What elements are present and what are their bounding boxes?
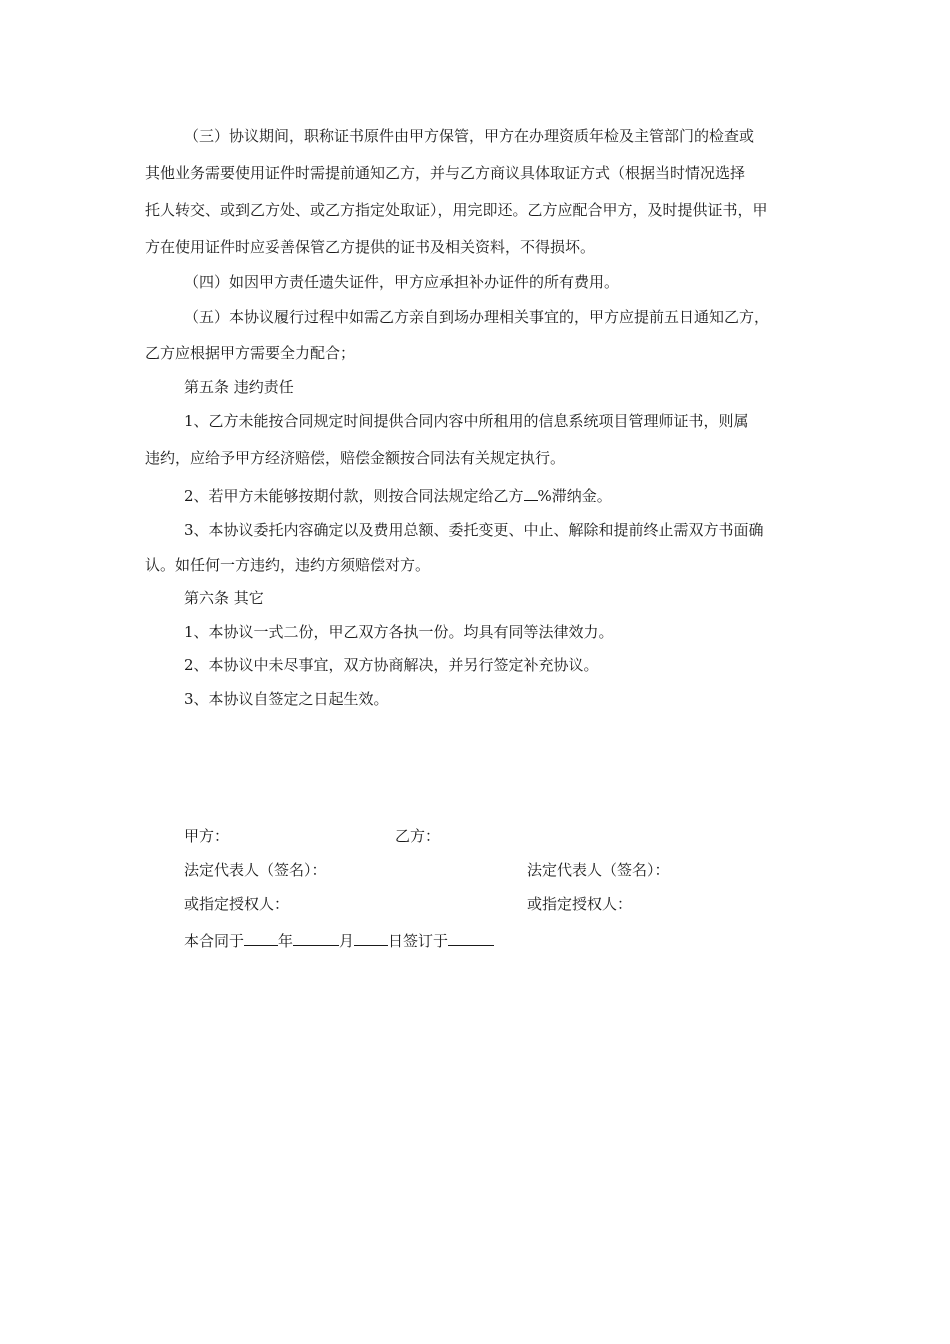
article-5-item-3-line-2: 认。如任何一方违约，违约方须赔偿对方。 (145, 556, 431, 574)
article-6-item-1: 1、本协议一式二份，甲乙双方各执一份。均具有同等法律效力。 (184, 623, 614, 641)
authorized-a-label: 或指定授权人： (184, 895, 290, 913)
year-label: 年 (278, 932, 294, 950)
day-blank (354, 929, 388, 946)
article-5-item-2-text: 2、若甲方未能够按期付款，则按合同法规定给乙方 (184, 487, 524, 505)
signing-date-line (184, 929, 494, 951)
month-blank (293, 929, 339, 946)
article-5-item-2 (184, 484, 612, 506)
clause-4-5-line-2: 乙方应根据甲方需要全力配合； (145, 344, 356, 362)
day-signed-label: 日签订于 (388, 932, 449, 950)
clause-4-5-line-1: （五）本协议履行过程中如需乙方亲自到场办理相关事宜的，甲方应提前五日通知乙方， (184, 308, 770, 326)
legal-rep-b-label: 法定代表人（签名）： (527, 861, 670, 879)
article-6-item-3: 3、本协议自签定之日起生效。 (184, 690, 389, 708)
party-b-label: 乙方： (395, 827, 441, 845)
date-prefix: 本合同于 (184, 932, 245, 950)
article-5-item-2-suffix: %滞纳金。 (537, 487, 612, 505)
clause-4-3-line-1: （三）协议期间，职称证书原件由甲方保管，甲方在办理资质年检及主管部门的检查或 (184, 127, 755, 145)
clause-4-3-line-4: 方在使用证件时应妥善保管乙方提供的证书及相关资料，不得损坏。 (145, 238, 596, 256)
clause-4-3-line-3: 托人转交、或到乙方处、或乙方指定处取证），用完即还。乙方应配合甲方，及时提供证书，甲 (145, 201, 768, 219)
authorized-b-label: 或指定授权人： (527, 895, 633, 913)
article-5-item-1-line-1: 1、乙方未能按合同规定时间提供合同内容中所租用的信息系统项目管理师证书，则属 (184, 412, 749, 430)
party-a-label: 甲方： (184, 827, 230, 845)
clause-4-3-line-2: 其他业务需要使用证件时需提前通知乙方，并与乙方商议具体取证方式（根据当时情况选择 (145, 164, 746, 182)
late-fee-blank (524, 484, 538, 501)
article-5-heading: 第五条 违约责任 (184, 378, 294, 396)
article-6-item-2: 2、本协议中未尽事宜，双方协商解决，并另行签定补充协议。 (184, 656, 599, 674)
article-6-heading: 第六条 其它 (184, 589, 264, 607)
article-5-item-3-line-1: 3、本协议委托内容确定以及费用总额、委托变更、中止、解除和提前终止需双方书面确 (184, 521, 764, 539)
clause-4-4: （四）如因甲方责任遗失证件，甲方应承担补办证件的所有费用。 (184, 273, 620, 291)
month-label: 月 (339, 932, 355, 950)
article-5-item-1-line-2: 违约，应给予甲方经济赔偿，赔偿金额按合同法有关规定执行。 (145, 449, 566, 467)
legal-rep-a-label: 法定代表人（签名）： (184, 861, 327, 879)
place-blank (448, 929, 494, 946)
year-blank (244, 929, 278, 946)
